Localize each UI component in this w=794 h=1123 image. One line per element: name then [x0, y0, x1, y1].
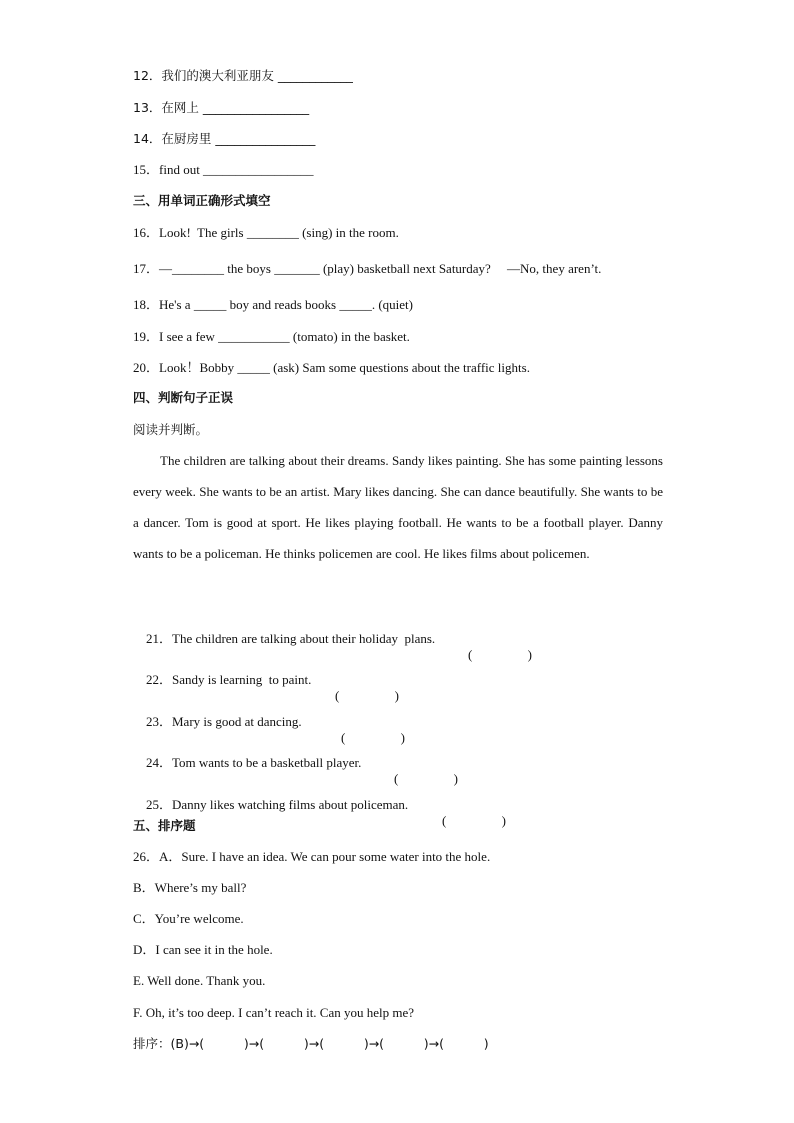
section-4-heading: 四、判断句子正误 — [133, 390, 234, 405]
question-26-option-a: 26．A．Sure. I have an idea. We can pour some water into the hole. — [133, 849, 491, 864]
question-21-text: 21．The children are talking about their holiday plans. — [146, 631, 436, 646]
reading-passage: The children are talking about their dreams. Sandy likes painting. She has some painting lessons every week. She wants to be an artist. Mary likes dancing. She can dance beautifully. She wants to be a dancer. Tom is good at sport. He likes playing football. He wants to be a football player. Danny wants to be a policeman. He thinks policemen are cool. He likes films about policemen. — [133, 453, 663, 561]
answer-paren-22: ( ) — [335, 688, 399, 703]
order-answer-line: 排序：(B)→( )→( )→( )→( )→( ) — [133, 1036, 489, 1051]
question-24-text: 24．Tom wants to be a basketball player. — [146, 755, 362, 770]
question-19: 19．I see a few ___________ (tomato) in the basket. — [133, 329, 410, 344]
question-26-option-c: C．You’re welcome. — [133, 911, 244, 926]
question-18: 18．He's a _____ boy and reads books _____. (quiet) — [133, 297, 413, 312]
reading-instruction: 阅读并判断。 — [133, 422, 209, 437]
question-13: 13．在网上 _________________ — [133, 100, 310, 115]
question-23-text: 23．Mary is good at dancing. — [146, 714, 302, 729]
question-26-option-d: D．I can see it in the hole. — [133, 942, 273, 957]
question-26-option-e: E. Well done. Thank you. — [133, 973, 266, 988]
question-15: 15．find out _________________ — [133, 162, 314, 177]
question-17: 17．—________ the boys _______ (play) basketball next Saturday? —No, they aren’t. — [133, 261, 602, 276]
section-5-heading: 五、排序题 — [133, 818, 196, 833]
section-3-heading: 三、用单词正确形式填空 — [133, 193, 271, 208]
question-26-option-f: F. Oh, it’s too deep. I can’t reach it. Can you help me? — [133, 1005, 415, 1020]
question-20: 20．Look！Bobby _____ (ask) Sam some questions about the traffic lights. — [133, 360, 530, 375]
question-12: 12．我们的澳大利亚朋友 ____________ — [133, 68, 353, 83]
question-26-option-b: B．Where’s my ball? — [133, 880, 247, 895]
question-16: 16．Look! The girls ________ (sing) in the room. — [133, 225, 399, 240]
question-25-text: 25．Danny likes watching films about policeman. — [146, 797, 409, 812]
question-14: 14．在厨房里 ________________ — [133, 131, 316, 146]
answer-paren-25: ( ) — [442, 813, 506, 828]
answer-paren-21: ( ) — [468, 647, 532, 662]
answer-paren-23: ( ) — [341, 730, 405, 745]
question-22-text: 22．Sandy is learning to paint. — [146, 672, 312, 687]
answer-paren-24: ( ) — [394, 771, 458, 786]
question-25 — [133, 781, 506, 845]
